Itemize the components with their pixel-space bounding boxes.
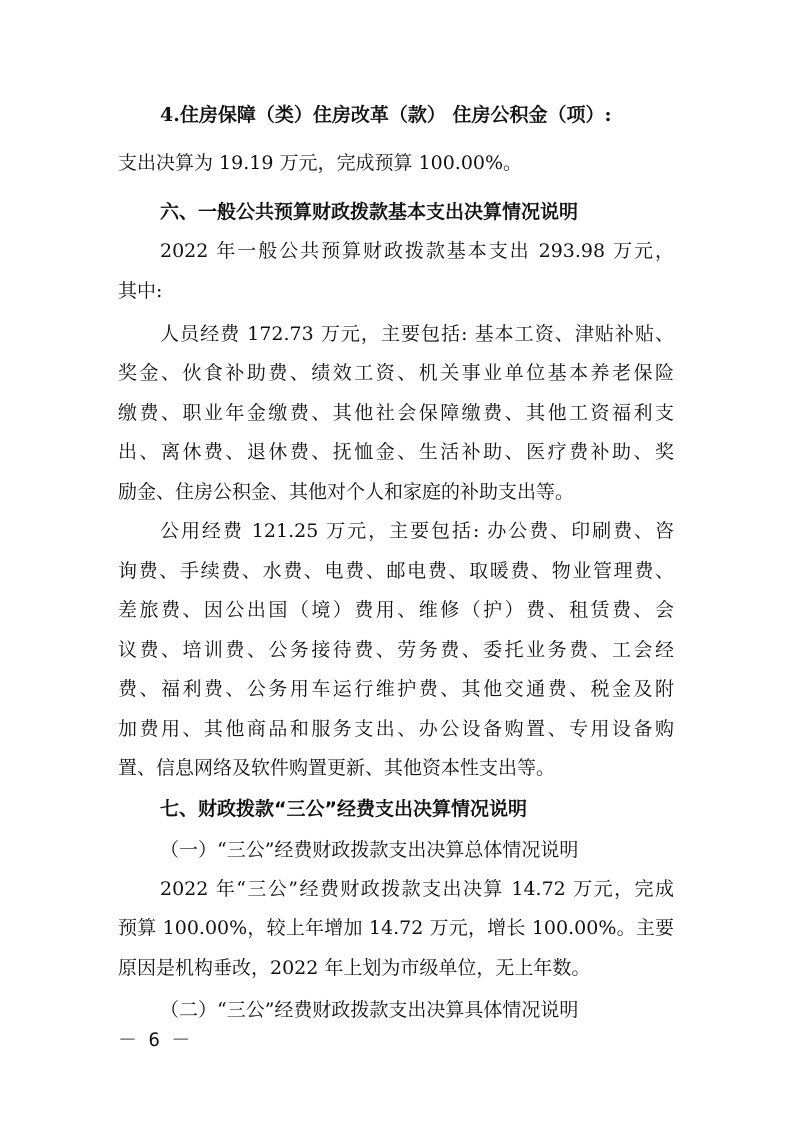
personnel-expense-line: 奖金、伙食补助费、绩效工资、机关事业单位基本养老保险	[118, 362, 674, 384]
section-4-title: 4.住房保障（类）住房改革（款） 住房公积金（项）:	[160, 104, 612, 126]
section-4-text: 支出决算为 19.19 万元，完成预算 100.00%。	[118, 152, 523, 174]
three-public-summary-line: 原因是机构垂改，2022 年上划为市级单位，无上年数。	[118, 957, 591, 979]
personnel-expense-line: 缴费、职业年金缴费、其他社会保障缴费、其他工资福利支	[118, 402, 674, 424]
section-7-subheading-1: （一）“三公”经费财政拨款支出决算总体情况说明	[160, 839, 579, 861]
three-public-summary-line: 2022 年“三公”经费财政拨款支出决算 14.72 万元，完成	[160, 878, 674, 900]
public-expense-line: 差旅费、因公出国（境）费用、维修（护）费、租赁费、会	[118, 599, 674, 621]
personnel-expense-line: 励金、住房公积金、其他对个人和家庭的补助支出等。	[118, 481, 575, 503]
section-6-intro-line-2: 其中:	[118, 280, 163, 302]
page-number: － 6 －	[118, 1029, 191, 1051]
section-7-subheading-2: （二）“三公”经费财政拨款支出决算具体情况说明	[160, 999, 579, 1021]
section-6-heading: 六、一般公共预算财政拨款基本支出决算情况说明	[160, 201, 579, 223]
public-expense-line: 议费、培训费、公务接待费、劳务费、委托业务费、工会经	[118, 639, 674, 661]
section-6-intro-line-1: 2022 年一般公共预算财政拨款基本支出 293.98 万元，	[160, 240, 674, 262]
public-expense-line: 加费用、其他商品和服务支出、办公设备购置、专用设备购	[118, 718, 674, 740]
public-expense-line: 置、信息网络及软件购置更新、其他资本性支出等。	[118, 757, 556, 779]
three-public-summary-line: 预算 100.00%，较上年增加 14.72 万元，增长 100.00%。主要	[118, 917, 674, 939]
personnel-expense-line: 出、离休费、退休费、抚恤金、生活补助、医疗费补助、奖	[118, 441, 674, 463]
public-expense-line: 公用经费 121.25 万元，主要包括: 办公费、印刷费、咨	[160, 520, 674, 542]
section-7-heading: 七、财政拨款“三公”经费支出决算情况说明	[160, 798, 527, 820]
public-expense-line: 费、福利费、公务用车运行维护费、其他交通费、税金及附	[118, 678, 674, 700]
personnel-expense-line: 人员经费 172.73 万元，主要包括: 基本工资、津贴补贴、	[160, 323, 674, 345]
public-expense-line: 询费、手续费、水费、电费、邮电费、取暖费、物业管理费、	[118, 560, 674, 582]
